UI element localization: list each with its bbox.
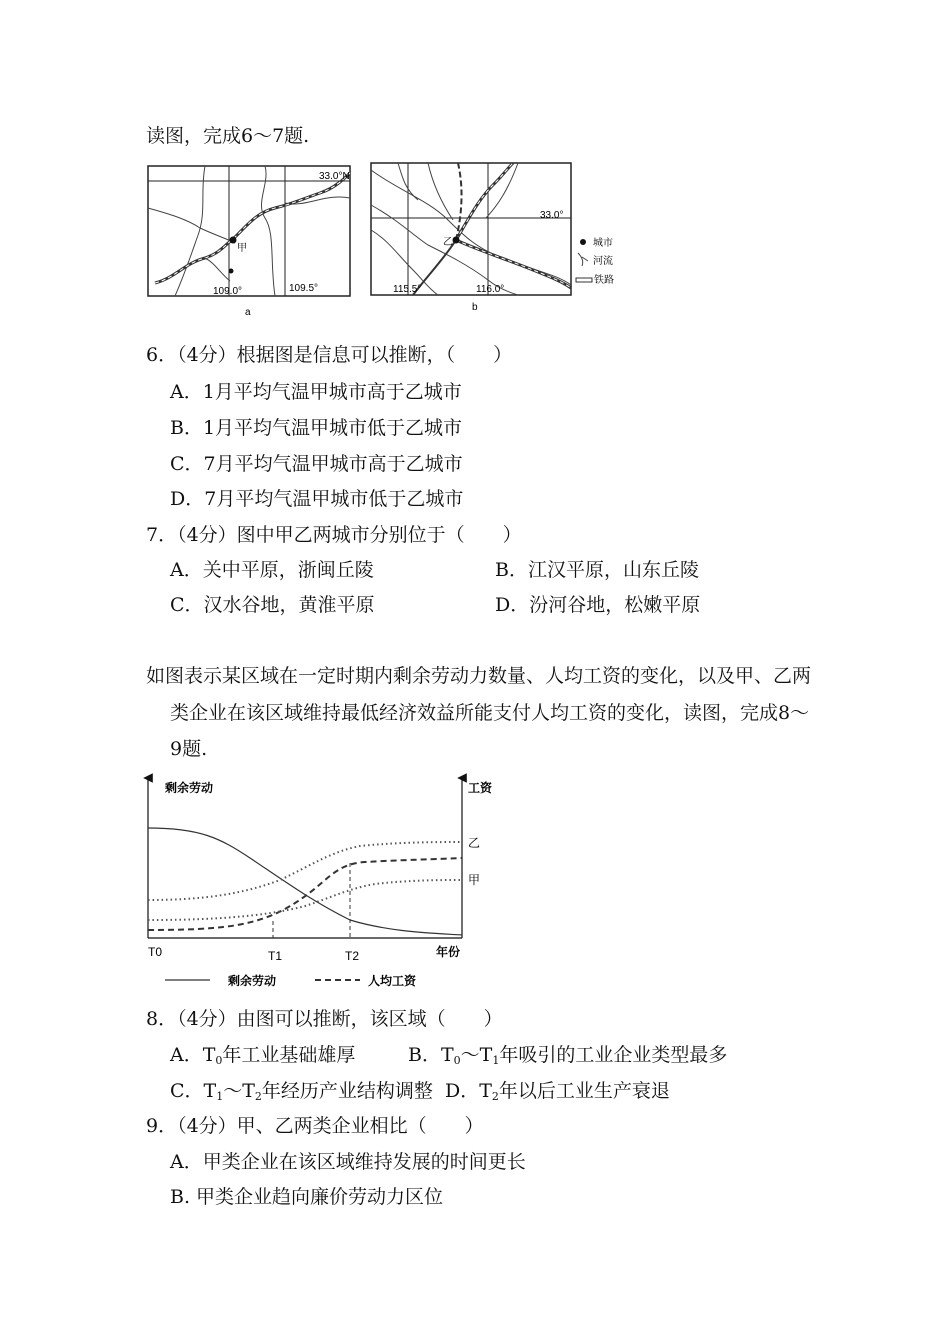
map-a-lon1-label: 109.0° <box>213 286 243 297</box>
series-label-yi: 乙 <box>468 836 481 850</box>
map-a <box>145 163 355 323</box>
xtick-t0: T0 <box>148 945 163 959</box>
q8-stem: 8．（4分）由图可以推断，该区域（ ） <box>146 1008 503 1030</box>
q6-option-d: D．7月平均气温甲城市低于乙城市 <box>170 488 464 510</box>
map-a-lon2-label: 109.5° <box>289 283 319 294</box>
legend-rail-label: 铁路 <box>594 275 614 286</box>
legend-wage-label: 人均工资 <box>368 974 417 988</box>
map-a-lat-label: 33.0°N <box>319 171 350 182</box>
city-label-yi: 乙 <box>443 237 453 248</box>
map-a-caption: a <box>245 307 251 318</box>
q6-stem: 6．（4分）根据图是信息可以推断，（ ） <box>146 344 513 366</box>
legend-city-label: 城市 <box>593 238 613 249</box>
intro-8-9-line1: 如图表示某区域在一定时期内剩余劳动力数量、人均工资的变化，以及甲、乙两 <box>146 665 812 687</box>
intro-8-9-line3: 9题. <box>170 738 208 760</box>
xtick-t2: T2 <box>345 949 360 963</box>
legend-river-symbol <box>578 253 588 266</box>
q7-stem: 7．（4分）图中甲乙两城市分别位于（ ） <box>146 524 522 546</box>
q6-option-c: C．7月平均气温甲城市高于乙城市 <box>170 453 463 475</box>
q8-option-d: D．$T_2$年以后工业生产衰退 <box>445 1080 670 1103</box>
q7-option-b: B．江汉平原，山东丘陵 <box>495 559 699 581</box>
x-axis-label: 年份 <box>436 945 461 959</box>
city-label-jia: 甲 <box>237 243 247 254</box>
intro-6-7: 读图，完成6～7题. <box>146 125 310 147</box>
xtick-t1: T1 <box>268 949 283 963</box>
q7-option-a: A．关中平原，浙闽丘陵 <box>170 559 374 581</box>
map-b-lon2-label: 116.0° <box>476 284 505 295</box>
q9-stem: 9．（4分）甲、乙两类企业相比（ ） <box>146 1115 484 1137</box>
legend-surplus-label: 剩余劳动 <box>228 974 277 988</box>
map-b-caption: b <box>472 302 478 313</box>
q8-option-a: A．$T_0$年工业基础雄厚 <box>170 1044 356 1067</box>
q9-option-a: A．甲类企业在该区域维持发展的时间更长 <box>170 1151 526 1173</box>
left-axis-label: 剩余劳动 <box>165 781 214 795</box>
intro-8-9-line2: 类企业在该区域维持最低经济效益所能支付人均工资的变化，读图，完成8～ <box>170 702 810 724</box>
legend-river-label: 河流 <box>593 256 613 267</box>
q9-option-b: B. 甲类企业趋向廉价劳动力区位 <box>170 1186 444 1208</box>
map-b <box>368 160 628 320</box>
series-label-jia: 甲 <box>468 873 481 887</box>
q8-option-c: C．$T_1\sim T_2$年经历产业结构调整 <box>170 1080 433 1103</box>
legend-city-symbol <box>580 239 586 245</box>
series-jia <box>148 880 462 920</box>
right-axis-label: 工资 <box>468 781 493 795</box>
q6-option-a: A．1月平均气温甲城市高于乙城市 <box>170 381 462 403</box>
q7-option-d: D．汾河谷地，松嫩平原 <box>495 594 701 616</box>
legend-rail-symbol <box>576 278 592 282</box>
q6-option-b: B．1月平均气温甲城市低于乙城市 <box>170 417 463 439</box>
series-yi <box>148 842 462 900</box>
map-b-lat-label: 33.0° <box>540 210 564 221</box>
labor-wage-chart <box>140 770 500 995</box>
q8-option-b: B．$T_0\sim T_1$年吸引的工业企业类型最多 <box>408 1044 728 1067</box>
q7-option-c: C．汉水谷地，黄淮平原 <box>170 594 375 616</box>
map-b-lon1-label: 115.5° <box>393 284 422 295</box>
